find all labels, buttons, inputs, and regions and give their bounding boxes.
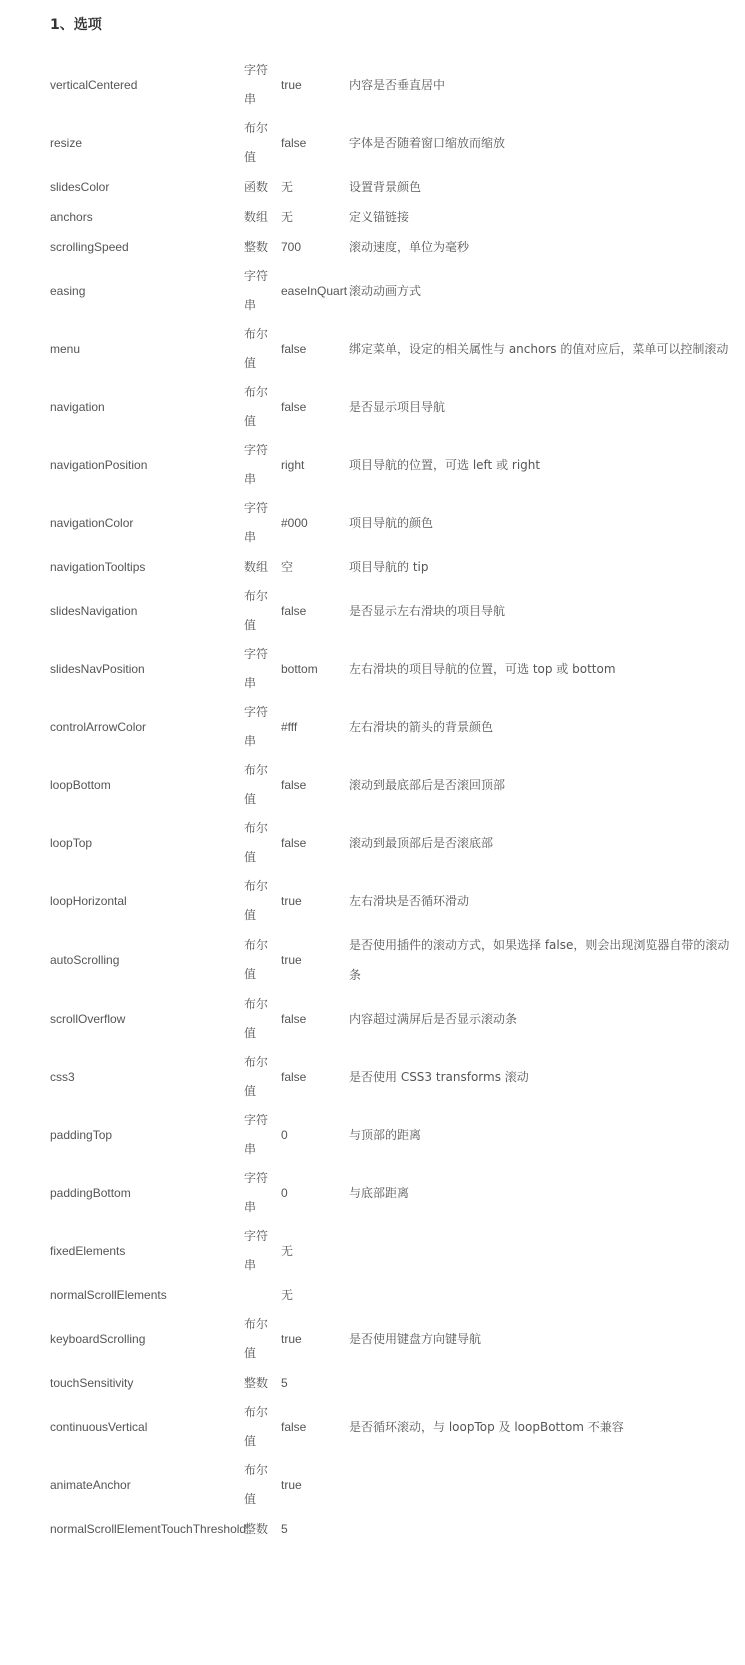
table-row <box>50 552 740 582</box>
option-description <box>349 1514 740 1544</box>
option-name: slidesNavigation <box>50 604 138 618</box>
table-row <box>50 320 740 378</box>
option-type: 布尔值 <box>244 327 269 370</box>
section-heading: 1、选项 <box>50 17 102 33</box>
option-name: scrollingSpeed <box>50 240 129 254</box>
table-row <box>50 1456 740 1514</box>
option-description <box>349 1368 740 1398</box>
table-row <box>50 232 740 262</box>
option-name: continuousVertical <box>50 1420 148 1434</box>
option-description: 与底部距离 <box>349 1186 410 1200</box>
option-description: 内容是否垂直居中 <box>349 78 446 92</box>
option-default: 无 <box>281 1288 294 1302</box>
table-row <box>50 1222 740 1280</box>
option-type: 整数 <box>244 1522 269 1536</box>
option-name: navigationTooltips <box>50 560 146 574</box>
option-default: 5 <box>281 1522 288 1536</box>
option-type: 布尔值 <box>244 821 269 864</box>
option-default: 空 <box>281 560 294 574</box>
table-row <box>50 990 740 1048</box>
table-row <box>50 436 740 494</box>
option-name: loopBottom <box>50 778 111 792</box>
option-name: keyboardScrolling <box>50 1332 146 1346</box>
option-type: 布尔值 <box>244 879 269 922</box>
option-description: 是否显示左右滑块的项目导航 <box>349 604 506 618</box>
option-description: 左右滑块是否循环滑动 <box>349 894 470 908</box>
option-name: navigationPosition <box>50 458 148 472</box>
option-description: 定义锚链接 <box>349 210 410 224</box>
option-default: right <box>281 458 305 472</box>
option-type: 布尔值 <box>244 589 269 632</box>
table-row <box>50 814 740 872</box>
option-name: verticalCentered <box>50 78 138 92</box>
option-name: resize <box>50 136 83 150</box>
option-description: 项目导航的颜色 <box>349 516 434 530</box>
option-description: 设置背景颜色 <box>349 180 422 194</box>
option-default: 无 <box>281 1244 294 1258</box>
option-default: 无 <box>281 180 294 194</box>
option-default: true <box>281 1332 302 1346</box>
option-name: navigationColor <box>50 516 134 530</box>
option-description <box>349 1222 740 1280</box>
table-row <box>50 262 740 320</box>
table-row <box>50 1368 740 1398</box>
option-default: false <box>281 1070 307 1084</box>
table-row <box>50 1164 740 1222</box>
option-description: 左右滑块的项目导航的位置，可选 top 或 bottom <box>349 662 616 676</box>
option-name: paddingTop <box>50 1128 113 1142</box>
table-row <box>50 202 740 232</box>
option-default: 700 <box>281 240 302 254</box>
option-type: 布尔值 <box>244 997 269 1040</box>
option-description: 滚动动画方式 <box>349 284 422 298</box>
option-type: 数组 <box>244 210 269 224</box>
option-type: 函数 <box>244 180 269 194</box>
option-default: false <box>281 836 307 850</box>
option-name: menu <box>50 342 81 356</box>
table-row <box>50 1280 740 1310</box>
option-default: 5 <box>281 1376 288 1390</box>
table-row <box>50 378 740 436</box>
table-row <box>50 698 740 756</box>
table-row <box>50 56 740 114</box>
table-row <box>50 756 740 814</box>
option-type: 布尔值 <box>244 1463 269 1506</box>
option-type: 整数 <box>244 1376 269 1390</box>
option-description: 滚动到最顶部后是否滚底部 <box>349 836 494 850</box>
option-type: 布尔值 <box>244 763 269 806</box>
options-table-body <box>50 56 740 1544</box>
option-name: easing <box>50 284 86 298</box>
option-description: 是否使用键盘方向键导航 <box>349 1332 482 1346</box>
option-type: 布尔值 <box>244 938 269 981</box>
table-row <box>50 114 740 172</box>
option-type: 字符串 <box>244 269 269 312</box>
option-type: 数组 <box>244 560 269 574</box>
option-type: 字符串 <box>244 1229 269 1272</box>
option-type: 字符串 <box>244 647 269 690</box>
table-row <box>50 930 740 990</box>
option-default: easeInQuart <box>281 284 348 298</box>
option-type: 字符串 <box>244 443 269 486</box>
option-default: true <box>281 78 302 92</box>
option-name: loopTop <box>50 836 93 850</box>
option-description: 是否循环滚动，与 loopTop 及 loopBottom 不兼容 <box>349 1420 624 1434</box>
option-default: #fff <box>281 720 298 734</box>
option-name: loopHorizontal <box>50 894 127 908</box>
table-row <box>50 1398 740 1456</box>
table-row <box>50 1048 740 1106</box>
option-default: false <box>281 1420 307 1434</box>
option-default: false <box>281 1012 307 1026</box>
option-description: 绑定菜单，设定的相关属性与 anchors 的值对应后，菜单可以控制滚动 <box>349 342 729 356</box>
option-type: 整数 <box>244 240 269 254</box>
option-name: touchSensitivity <box>50 1376 134 1390</box>
option-type: 字符串 <box>244 1171 269 1214</box>
table-row <box>50 1106 740 1164</box>
option-name: normalScrollElements <box>50 1288 167 1302</box>
option-name: controlArrowColor <box>50 720 147 734</box>
option-type: 字符串 <box>244 705 269 748</box>
option-name: navigation <box>50 400 105 414</box>
option-type: 字符串 <box>244 501 269 544</box>
option-name: paddingBottom <box>50 1186 131 1200</box>
option-name: scrollOverflow <box>50 1012 126 1026</box>
option-default: false <box>281 778 307 792</box>
table-row <box>50 872 740 930</box>
option-description: 滚动速度，单位为毫秒 <box>349 240 470 254</box>
option-default: true <box>281 894 302 908</box>
option-default: true <box>281 1478 302 1492</box>
option-description: 是否使用插件的滚动方式，如果选择 false，则会出现浏览器自带的滚动条 <box>349 938 730 982</box>
option-name: anchors <box>50 210 93 224</box>
table-row <box>50 640 740 698</box>
option-default: 0 <box>281 1128 288 1142</box>
option-default: #000 <box>281 516 308 530</box>
table-row <box>50 172 740 202</box>
option-type: 布尔值 <box>244 121 269 164</box>
option-default: false <box>281 342 307 356</box>
option-default: false <box>281 136 307 150</box>
option-description: 是否显示项目导航 <box>349 400 446 414</box>
option-default: 0 <box>281 1186 288 1200</box>
option-name: fixedElements <box>50 1244 126 1258</box>
option-default: false <box>281 400 307 414</box>
option-type: 布尔值 <box>244 385 269 428</box>
option-description: 字体是否随着窗口缩放而缩放 <box>349 136 506 150</box>
table-row <box>50 582 740 640</box>
option-description <box>349 1456 740 1514</box>
option-type: 布尔值 <box>244 1317 269 1360</box>
option-description: 项目导航的 tip <box>349 560 429 574</box>
option-type: 字符串 <box>244 63 269 106</box>
option-name: slidesNavPosition <box>50 662 145 676</box>
option-default: true <box>281 953 302 967</box>
option-default: bottom <box>281 662 318 676</box>
option-name: animateAnchor <box>50 1478 131 1492</box>
table-row <box>50 1310 740 1368</box>
option-name: autoScrolling <box>50 953 120 967</box>
option-description: 与顶部的距离 <box>349 1128 422 1142</box>
option-type: 布尔值 <box>244 1405 269 1448</box>
option-type <box>244 1280 281 1310</box>
option-default: false <box>281 604 307 618</box>
option-description: 内容超过满屏后是否显示滚动条 <box>349 1012 518 1026</box>
option-name: css3 <box>50 1070 75 1084</box>
option-type: 字符串 <box>244 1113 269 1156</box>
option-description: 项目导航的位置，可选 left 或 right <box>349 458 541 472</box>
option-description: 左右滑块的箭头的背景颜色 <box>349 720 494 734</box>
option-name: normalScrollElementTouchThreshold <box>50 1522 247 1536</box>
table-row <box>50 494 740 552</box>
option-description <box>349 1280 740 1310</box>
option-description: 滚动到最底部后是否滚回顶部 <box>349 778 506 792</box>
option-default: 无 <box>281 210 294 224</box>
options-table <box>50 56 740 1544</box>
table-row <box>50 1514 740 1544</box>
option-type: 布尔值 <box>244 1055 269 1098</box>
option-name: slidesColor <box>50 180 110 194</box>
option-description: 是否使用 CSS3 transforms 滚动 <box>349 1070 529 1084</box>
